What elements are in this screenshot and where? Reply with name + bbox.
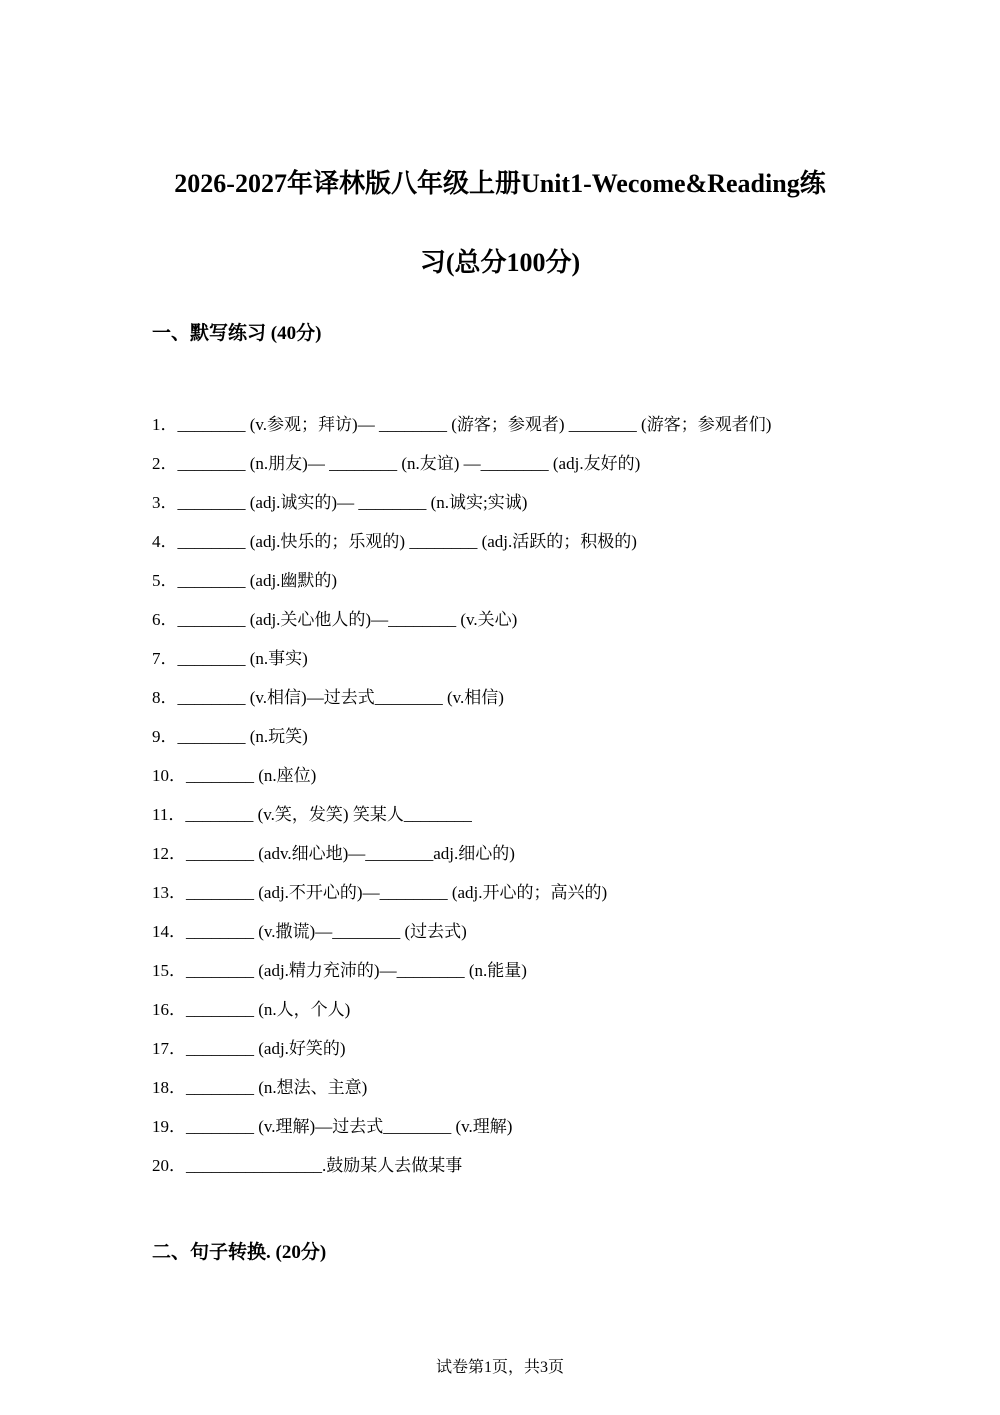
question-text: ________ (n.人，个人) (186, 1000, 351, 1019)
question-text: ________ (n.朋友)— ________ (n.友谊) —________ (adj.友好的) (177, 454, 641, 473)
question-number: 14． (152, 922, 186, 941)
question-number: 8． (152, 688, 178, 707)
question-item-19 (152, 1113, 912, 1152)
question-text: ________ (n.玩笑) (177, 727, 308, 746)
question-text: ________ (adj.不开心的)—________ (adj.开心的；高兴的) (186, 883, 608, 902)
question-text: ________ (adj.幽默的) (177, 571, 338, 590)
page-footer: 试卷第1页，共3页 (435, 1359, 564, 1376)
question-item-3 (152, 489, 912, 528)
question-number: 15． (152, 961, 186, 980)
question-number: 4． (152, 532, 178, 551)
question-number: 13． (152, 883, 186, 902)
question-text: ________ (n.事实) (177, 649, 308, 668)
section-heading-sentence-transform: 二、句子转换. (20分) (152, 1242, 327, 1263)
question-text: ________ (adj.诚实的)— ________ (n.诚实;实诚) (177, 493, 528, 512)
question-number: 19． (152, 1117, 186, 1136)
question-item-4 (152, 528, 912, 567)
question-text: ________ (adv.细心地)—________adj.细心的) (186, 844, 515, 863)
question-text: ________ (v.相信)—过去式________ (v.相信) (177, 688, 504, 707)
section-heading-dictation: 一、默写练习 (40分) (152, 323, 322, 344)
question-number: 9． (152, 727, 178, 746)
document-title-line-1: 2026-2027年译林版八年级上册Unit1-Wecome&Reading练 (174, 169, 826, 198)
question-list (152, 411, 912, 1191)
question-number: 20． (152, 1156, 186, 1175)
question-number: 2． (152, 454, 178, 473)
question-number: 12． (152, 844, 186, 863)
question-text: ________ (n.座位) (186, 766, 317, 785)
question-number: 17． (152, 1039, 186, 1058)
question-number: 5． (152, 571, 178, 590)
question-text: ________ (v.撒谎)—________ (过去式) (186, 922, 467, 941)
question-number: 10． (152, 766, 186, 785)
question-text: ________ (v.笑，发笑) 笑某人________ (185, 805, 472, 824)
question-text: ________ (adj.好笑的) (186, 1039, 346, 1058)
question-item-20 (152, 1152, 912, 1191)
question-number: 16． (152, 1000, 186, 1019)
question-item-18 (152, 1074, 912, 1113)
question-item-5 (152, 567, 912, 606)
question-text: ________ (adj.精力充沛的)—________ (n.能量) (186, 961, 527, 980)
question-text: ________ (v.理解)—过去式________ (v.理解) (186, 1117, 513, 1136)
question-item-2 (152, 450, 912, 489)
question-number: 1． (152, 415, 178, 434)
question-item-7 (152, 645, 912, 684)
question-number: 18． (152, 1078, 186, 1097)
question-item-6 (152, 606, 912, 645)
question-text: ________ (adj.快乐的；乐观的) ________ (adj.活跃的；积极的) (177, 532, 637, 551)
question-text: ________________.鼓励某人去做某事 (186, 1156, 463, 1175)
question-number: 7． (152, 649, 178, 668)
question-item-17 (152, 1035, 912, 1074)
question-item-13 (152, 879, 912, 918)
question-number: 3． (152, 493, 178, 512)
question-item-8 (152, 684, 912, 723)
question-number: 11． (152, 805, 186, 824)
question-text: ________ (adj.关心他人的)—________ (v.关心) (177, 610, 518, 629)
question-text: ________ (v.参观；拜访)— ________ (游客；参观者) ________ (游客；参观者们) (177, 415, 772, 434)
question-item-1 (152, 411, 912, 450)
question-item-16 (152, 996, 912, 1035)
question-item-9 (152, 723, 912, 762)
document-title-line-2: 习(总分100分) (419, 248, 581, 277)
question-item-12 (152, 840, 912, 879)
question-item-14 (152, 918, 912, 957)
question-item-10 (152, 762, 912, 801)
question-item-11 (152, 801, 912, 840)
question-item-15 (152, 957, 912, 996)
question-text: ________ (n.想法、主意) (186, 1078, 368, 1097)
question-number: 6． (152, 610, 178, 629)
